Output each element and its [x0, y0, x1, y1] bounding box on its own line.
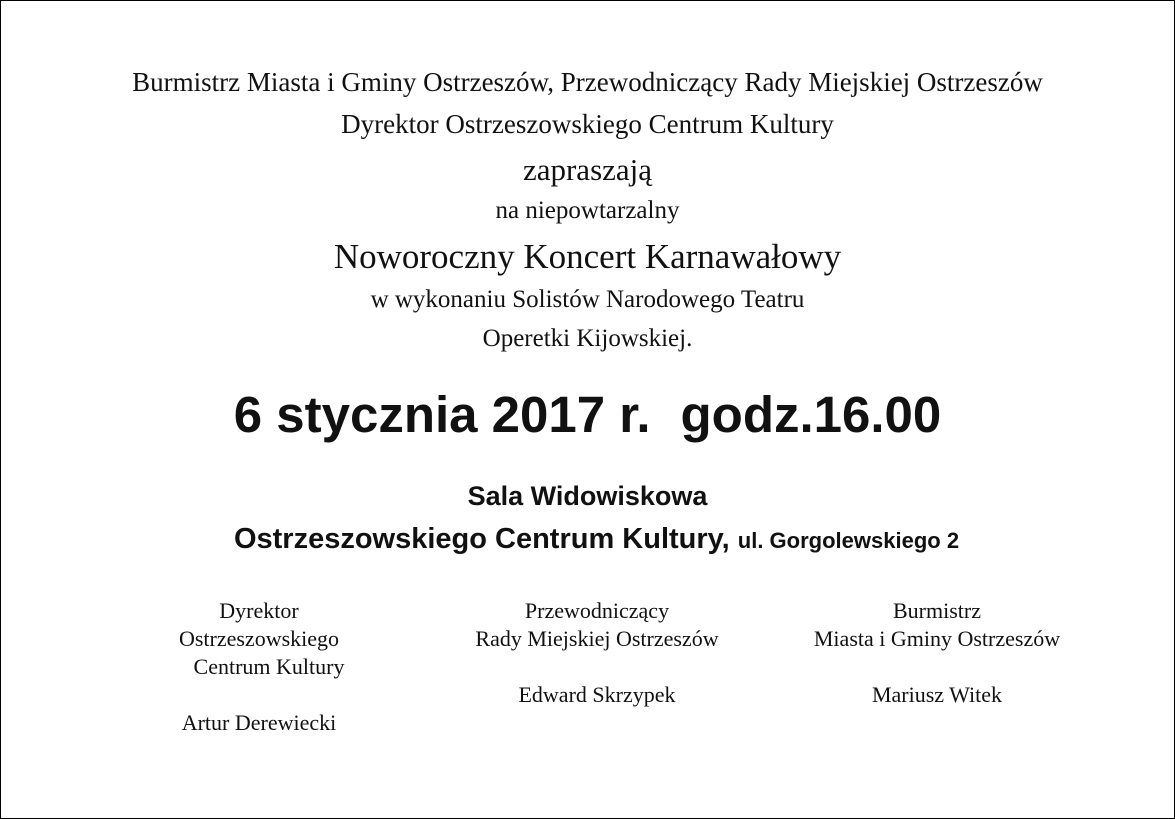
signature-role-line: Rady Miejskiej Ostrzeszów	[475, 626, 719, 651]
unique-phrase: na niepowtarzalny	[495, 197, 680, 224]
performers-line-2: Operetki Kijowskiej.	[482, 325, 693, 352]
event-time: godz.16.00	[680, 386, 942, 443]
signature-role-line: Przewodniczący	[524, 598, 670, 623]
signature-role-line: Ostrzeszowskiego	[178, 626, 340, 651]
venue-address: ul. Gorgolewskiego 2	[737, 528, 960, 553]
invite-word: zapraszają	[522, 152, 653, 187]
performers-line-1: w wykonaniu Solistów Narodowego Teatru	[370, 286, 805, 313]
director-line: Dyrektor Ostrzeszowskiego Centrum Kultury	[341, 109, 834, 139]
signature-mayor	[777, 597, 1097, 709]
signature-role-line: Dyrektor	[219, 598, 299, 623]
venue-hall: Sala Widowiskowa	[467, 481, 708, 511]
signature-role-line: Burmistrz	[893, 598, 981, 623]
signature-director	[139, 597, 379, 737]
signature-role-line: Centrum Kultury	[193, 654, 345, 679]
venue-center-line	[1, 523, 1174, 556]
signature-name: Artur Derewiecki	[181, 710, 337, 735]
organizers-line: Burmistrz Miasta i Gminy Ostrzeszów, Przewodniczący Rady Miejskiej Ostrzeszów	[132, 67, 1043, 97]
concert-title: Noworoczny Koncert Karnawałowy	[333, 237, 842, 276]
signature-council-chair	[437, 597, 757, 709]
signature-name: Mariusz Witek	[871, 682, 1003, 707]
date-time-line	[1, 385, 1174, 444]
event-date: 6 stycznia 2017 r.	[233, 386, 651, 443]
signature-name: Edward Skrzypek	[518, 682, 676, 707]
signature-role-line: Miasta i Gminy Ostrzeszów	[813, 626, 1061, 651]
venue-center: Ostrzeszowskiego Centrum Kultury,	[233, 523, 730, 555]
